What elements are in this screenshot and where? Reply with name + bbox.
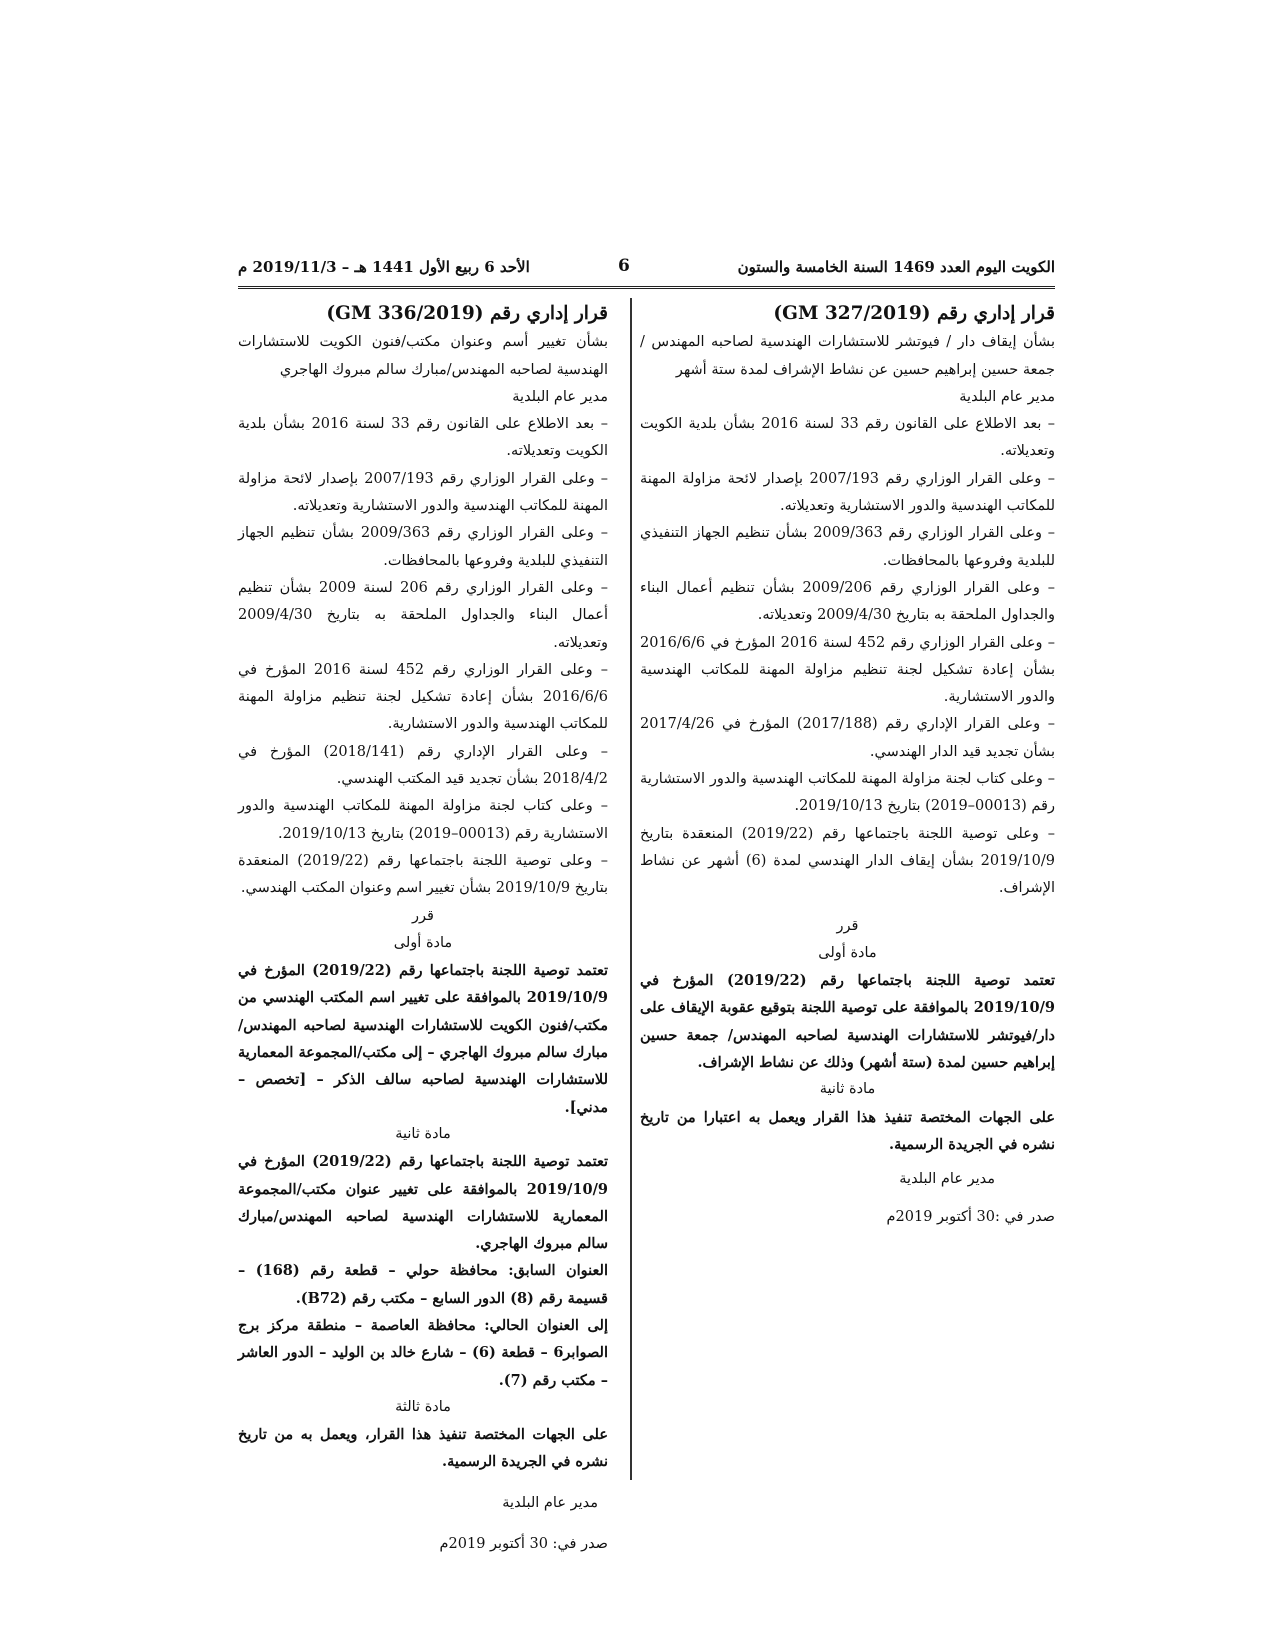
preamble-paragraph: – وعلى القرار الوزاري رقم 206 لسنة 2009 بشأن تنظيم أعمال البناء والجداول الملحقة به بتاريخ 2009/4/30 وتعديلاته. [238, 579, 608, 651]
decided-heading: قرر [836, 917, 859, 934]
preamble-paragraph: – وعلى كتاب لجنة مزاولة المهنة للمكاتب الهندسية والدور الاستشارية رقم (00013–2019) بتاريخ 2019/10/13. [640, 771, 1055, 815]
preamble-paragraph: – وعلى القرار الوزاري رقم 452 لسنة 2016 المؤرخ في 2016/6/6 بشأن إعادة تشكيل لجنة تنظيم مزاولة المهنة للمكاتب الهندسية والدور الاستشارية. [640, 634, 1055, 706]
preamble-paragraph: – وعلى توصية اللجنة باجتماعها رقم (2019/22) المنعقدة بتاريخ 2019/10/9 بشأن تغيير اسم وعنوان المكتب الهندسي. [238, 852, 609, 897]
article-2-text: تعتمد توصية اللجنة باجتماعها رقم (2019/22) المؤرخ في 2019/10/9 بالموافقة على تغيير عنوان مكتب/المجموعة المعمارية للاستشارات الهندسية لصاحبه المهندس/مبارك سالم مبروك الهاجري. [238, 1153, 608, 1253]
preamble-paragraph: – وعلى القرار الوزاري رقم 2007/193 بإصدار لائحة مزاولة المهنة للمكاتب الهندسية والدور الاستشارية وتعديلاته. [238, 470, 608, 515]
director-heading: مدير عام البلدية [512, 388, 608, 405]
preamble-paragraph: – وعلى القرار الإداري رقم (2017/188) المؤرخ في 2017/4/26 بشأن تجديد قيد الدار الهندسي. [640, 716, 1055, 760]
article-1-text: تعتمد توصية اللجنة باجتماعها رقم (2019/22) المؤرخ في 2019/10/9 بالموافقة على تغيير اسم المكتب الهندسي من مكتب/فنون الكويت للاستشارات الهندسية لصاحبه المهندس/مبارك سالم مبروك الهاجري – إلى مكتب/المجموعة المعمارية للاستشارات الهندسية لصاحبه سالف الذكر – [تخصص – مدني]. [238, 962, 608, 1116]
decision-subject: بشأن إيقاف دار / فيوتشر للاستشارات الهندسية لصاحبه المهندس /جمعة حسين إبراهيم حسين عن نشاط الإشراف لمدة ستة أشهر [640, 334, 1055, 378]
preamble-paragraph: – بعد الاطلاع على القانون رقم 33 لسنة 2016 بشأن بلدية الكويت وتعديلاته. [238, 416, 608, 460]
decided-heading: قرر [412, 907, 434, 924]
page-header [238, 256, 1055, 286]
decision-327-column [640, 300, 1055, 1231]
column-divider [630, 298, 632, 1480]
new-address: إلى العنوان الحالي: محافظة العاصمة – منطقة مركز برج الصوابر6 – قطعة (6) – شارع خالد بن الوليد – الدور العاشر – مكتب رقم (7). [238, 1316, 608, 1389]
signature: مدير عام البلدية [899, 1171, 995, 1188]
article-3-text: على الجهات المختصة تنفيذ هذا القرار، ويعمل به من تاريخ نشره في الجريدة الرسمية. [238, 1426, 608, 1471]
article-2-title: مادة ثانية [819, 1081, 876, 1098]
decision-336-column [238, 300, 608, 1558]
decision-title: قرار إداري رقم (2019/GM 327) [773, 303, 1055, 324]
old-address: العنوان السابق: محافظة حولي – قطعة رقم (168) – قسيمة رقم (8) الدور السابع – مكتب رقم (B72). [238, 1262, 608, 1307]
preamble-paragraph: – وعلى القرار الوزاري رقم 2009/363 بشأن تنظيم الجهاز التنفيذي للبلدية وفروعها بالمحافظات. [640, 525, 1055, 569]
issued-date: صدر في: 30 أكتوبر 2019م [439, 1536, 608, 1553]
header-issue-info: الكويت اليوم العدد 1469 السنة الخامسة والستون [737, 258, 1055, 276]
preamble-paragraph: – وعلى القرار الوزاري رقم 2009/363 بشأن تنظيم الجهاز التنفيذي للبلدية وفروعها بالمحافظات. [238, 525, 608, 569]
header-page-number: 6 [618, 256, 630, 276]
header-date: الأحد 6 ربيع الأول 1441 هـ – 2019/11/3 م [238, 258, 530, 276]
article-2-title: مادة ثانية [395, 1125, 451, 1142]
preamble-paragraph: – وعلى القرار الوزاري رقم 2007/193 بإصدار لائحة مزاولة المهنة للمكاتب الهندسية والدور الاستشارية وتعديلاته. [640, 470, 1055, 515]
article-1-title: مادة أولى [393, 934, 453, 951]
preamble-paragraph: – وعلى القرار الإداري رقم (2018/141) المؤرخ في 2018/4/2 بشأن تجديد قيد المكتب الهندسي. [238, 743, 608, 788]
article-2-text: على الجهات المختصة تنفيذ هذا القرار ويعمل به اعتبارا من تاريخ نشره في الجريدة الرسمية. [640, 1108, 1055, 1153]
header-rule [238, 286, 1055, 289]
article-1-title: مادة أولى [818, 944, 877, 961]
preamble-paragraph: – وعلى القرار الوزاري رقم 452 لسنة 2016 المؤرخ في 2016/6/6 بشأن إعادة تشكيل لجنة تنظيم مزاولة المهنة للمكاتب الهندسية والدور الاستشارية. [238, 661, 608, 733]
director-heading: مدير عام البلدية [959, 388, 1055, 405]
preamble-paragraph: – وعلى توصية اللجنة باجتماعها رقم (2019/22) المنعقدة بتاريخ 2019/10/9 بشأن إيقاف الدار الهندسي لمدة (6) أشهر عن نشاط الإشراف. [640, 825, 1055, 897]
signature: مدير عام البلدية [502, 1494, 598, 1511]
article-3-title: مادة ثالثة [395, 1398, 451, 1415]
decision-title: قرار إداري رقم (2019/GM 336) [326, 303, 608, 324]
article-1-text: تعتمد توصية اللجنة باجتماعها رقم (2019/22) المؤرخ في 2019/10/9 بالموافقة على توصية اللجنة بتوقيع عقوبة الإيقاف على دار/فيوتشر للاستشارات الهندسية لصاحبه المهندس/ جمعة حسين إبراهيم حسين لمدة (ستة أشهر) وذلك عن نشاط الإشراف. [640, 972, 1055, 1072]
preamble-paragraph: – بعد الاطلاع على القانون رقم 33 لسنة 2016 بشأن بلدية الكويت وتعديلاته. [640, 416, 1055, 460]
preamble-paragraph: – وعلى كتاب لجنة مزاولة المهنة للمكاتب الهندسية والدور الاستشارية رقم (00013–2019) بتاريخ 2019/10/13. [238, 798, 608, 842]
decision-subject: بشأن تغيير أسم وعنوان مكتب/فنون الكويت للاستشارات الهندسية لصاحبه المهندس/مبارك سالم مبروك الهاجري [238, 334, 608, 378]
preamble-paragraph: – وعلى القرار الوزاري رقم 2009/206 بشأن تنظيم أعمال البناء والجداول الملحقة به بتاريخ 2009/4/30 وتعديلاته. [640, 579, 1055, 624]
issued-date: صدر في :30 أكتوبر 2019م [886, 1208, 1055, 1225]
